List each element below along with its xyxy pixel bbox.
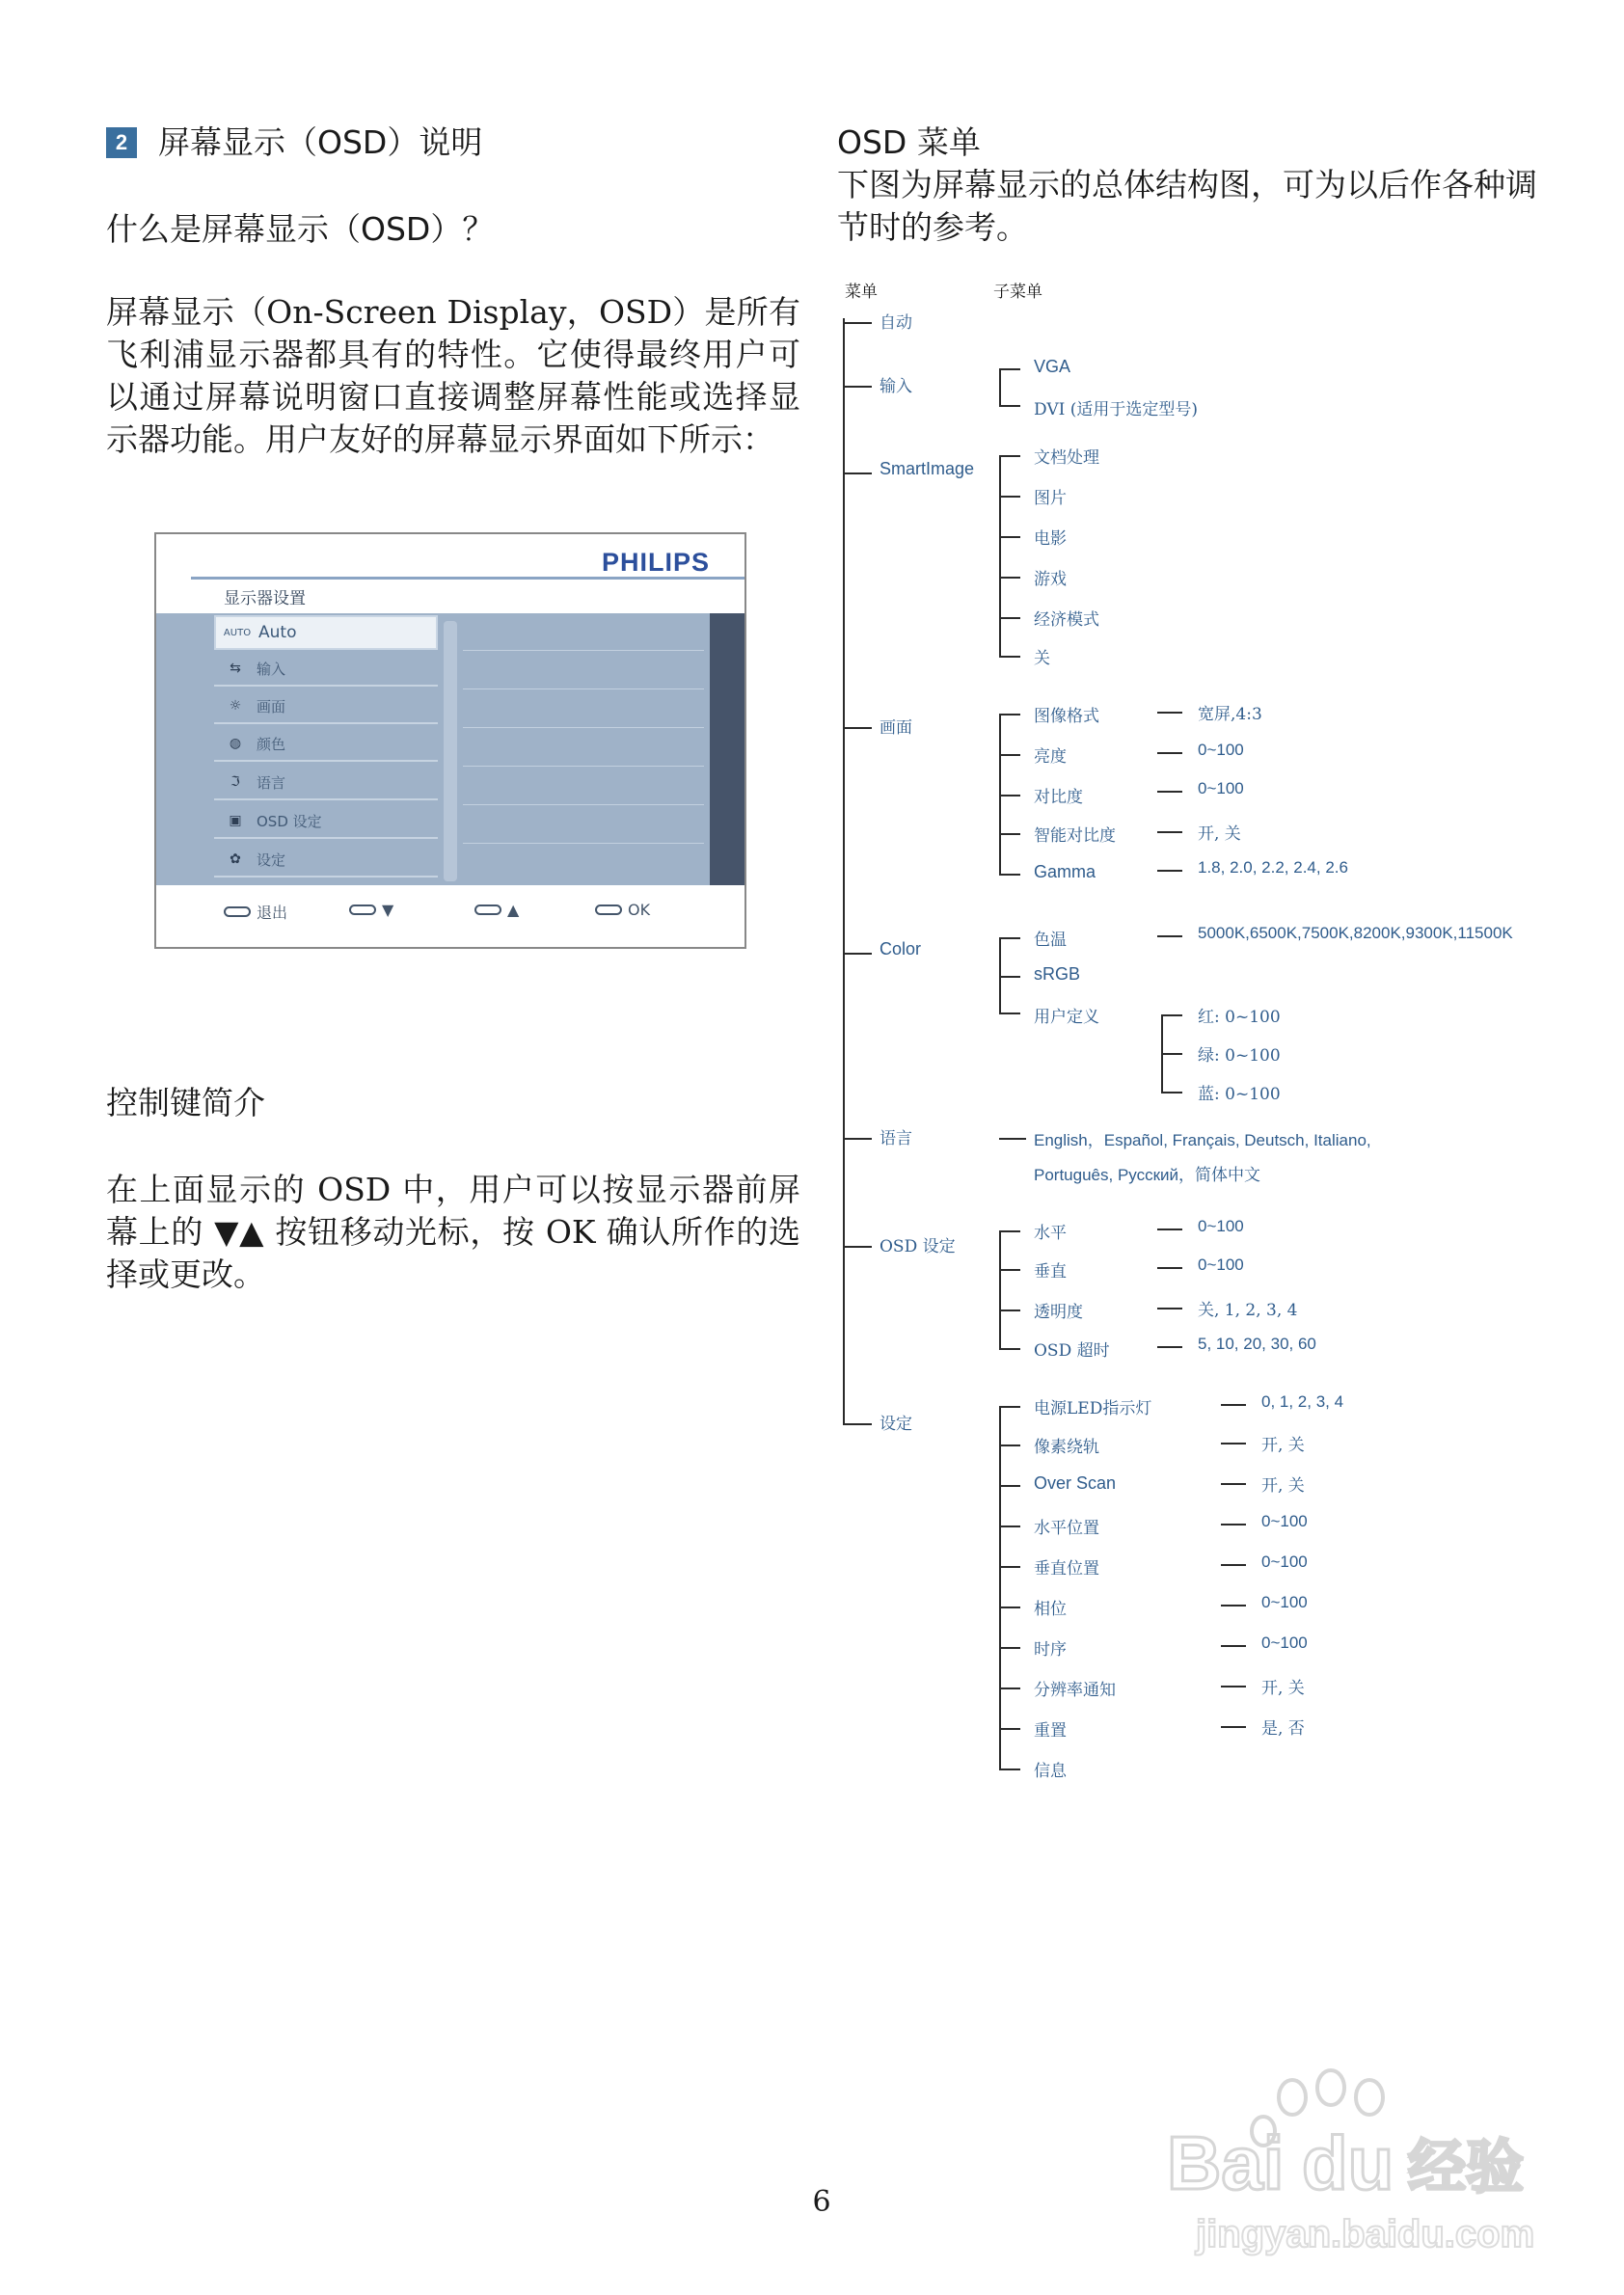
osd-header: 显示器设置 bbox=[224, 589, 306, 608]
submenu-photo: 图片 bbox=[1034, 489, 1067, 508]
sub-tick bbox=[999, 1728, 1020, 1730]
sub-tick bbox=[999, 536, 1020, 538]
value-blue: 蓝: 0~100 bbox=[1198, 1085, 1281, 1104]
branch-tick bbox=[843, 1423, 872, 1425]
osd-item-label: 设定 bbox=[257, 850, 286, 869]
submenu-vertical: 垂直 bbox=[1034, 1262, 1067, 1282]
menu-setup: 设定 bbox=[880, 1415, 912, 1434]
value-dash bbox=[1221, 1686, 1246, 1688]
exit-button: 退出 bbox=[224, 901, 287, 923]
submenu-contrast: 对比度 bbox=[1034, 788, 1083, 807]
submenu-srgb: sRGB bbox=[1034, 964, 1081, 984]
submenu-resolution-notify: 分辨率通知 bbox=[1034, 1681, 1116, 1700]
section-title: 屏幕显示（OSD）说明 bbox=[158, 123, 483, 161]
osd-item-osd-settings bbox=[214, 804, 438, 839]
branch-tick bbox=[843, 1138, 872, 1140]
value-clock: 0~100 bbox=[1261, 1634, 1308, 1652]
svg-text:du: du bbox=[1302, 2120, 1394, 2205]
sub-tick bbox=[999, 976, 1020, 978]
submenu-phase: 相位 bbox=[1034, 1600, 1067, 1619]
column-header-menu: 菜单 bbox=[845, 283, 878, 302]
value-dash bbox=[1221, 1524, 1246, 1526]
branch-tick bbox=[843, 953, 872, 955]
group-line bbox=[999, 455, 1001, 658]
value-dash bbox=[1157, 712, 1182, 714]
branch-tick bbox=[843, 386, 872, 388]
submenu-text: 文档处理 bbox=[1034, 448, 1099, 468]
submenu-smartcontrast: 智能对比度 bbox=[1034, 826, 1116, 846]
sub-tick bbox=[999, 795, 1020, 796]
value-dash bbox=[1157, 1308, 1182, 1310]
sub-tick bbox=[999, 1348, 1020, 1350]
sub-tick bbox=[999, 368, 1020, 370]
paw-logo-icon bbox=[1157, 2064, 1572, 2266]
sub-tick bbox=[999, 1310, 1020, 1311]
value-dash bbox=[1157, 791, 1182, 793]
menu-color: Color bbox=[880, 939, 922, 958]
sub-tick bbox=[999, 577, 1020, 579]
value-dash bbox=[1157, 1228, 1182, 1230]
value-brightness: 0~100 bbox=[1198, 741, 1244, 759]
svg-text:jingyan.baidu.com: jingyan.baidu.com bbox=[1196, 2213, 1535, 2255]
color-icon: ◍ bbox=[229, 736, 242, 751]
osd-menu-description: 下图为屏幕显示的总体结构图，可为以后作各种调节时的参考。 bbox=[837, 166, 1537, 246]
submenu-overscan: Over Scan bbox=[1034, 1473, 1117, 1493]
sub-tick bbox=[999, 714, 1020, 716]
submenu-v-position: 垂直位置 bbox=[1034, 1559, 1099, 1579]
value-aspect: 宽屏,4:3 bbox=[1198, 705, 1262, 724]
value-pixel-orbiting: 开, 关 bbox=[1261, 1436, 1305, 1455]
value-dash bbox=[1157, 1346, 1182, 1348]
sub-tick bbox=[999, 617, 1020, 619]
sub-tick bbox=[999, 1688, 1020, 1689]
value-green: 绿: 0~100 bbox=[1198, 1046, 1281, 1066]
controls-heading: 控制键简介 bbox=[106, 1084, 265, 1121]
value-dash bbox=[1221, 1726, 1246, 1728]
up-button: ▲ bbox=[474, 901, 519, 919]
group-line bbox=[999, 1230, 1001, 1350]
osd-button-bar bbox=[156, 891, 744, 939]
sub-tick bbox=[1161, 1092, 1182, 1094]
sub-tick bbox=[999, 833, 1020, 835]
osd-screenshot bbox=[154, 532, 746, 949]
sub-tick bbox=[999, 405, 1020, 407]
language-list-line2: Português, Русский，简体中文 bbox=[1034, 1166, 1261, 1184]
sub-tick bbox=[999, 1406, 1020, 1408]
value-horizontal: 0~100 bbox=[1198, 1217, 1244, 1235]
sub-tick bbox=[999, 1444, 1020, 1446]
submenu-power-led: 电源LED指示灯 bbox=[1034, 1399, 1152, 1418]
osd-sub-row bbox=[463, 727, 704, 728]
osd-sub-row bbox=[463, 843, 704, 844]
menu-auto: 自动 bbox=[880, 313, 912, 333]
pill-icon bbox=[224, 906, 251, 917]
osd-panel bbox=[156, 613, 744, 885]
osd-item-label: Auto bbox=[258, 623, 297, 642]
osd-item-setup bbox=[214, 843, 438, 878]
menu-trunk-line bbox=[843, 318, 845, 1425]
auto-icon: AUTO bbox=[223, 627, 252, 638]
submenu-pixel-orbiting: 像素绕轨 bbox=[1034, 1438, 1099, 1457]
osd-item-label: 语言 bbox=[257, 773, 286, 792]
value-overscan: 开, 关 bbox=[1261, 1476, 1305, 1496]
value-osd-timeout: 5, 10, 20, 30, 60 bbox=[1198, 1335, 1316, 1353]
osd-side-strip bbox=[710, 613, 744, 885]
language-list-line1: English，Español, Français, Deutsch, Italiano, bbox=[1034, 1131, 1371, 1149]
sub-tick bbox=[1161, 1014, 1182, 1016]
value-phase: 0~100 bbox=[1261, 1593, 1308, 1611]
submenu-game: 游戏 bbox=[1034, 570, 1067, 589]
menu-language: 语言 bbox=[880, 1129, 912, 1148]
menu-smartimage: SmartImage bbox=[880, 459, 975, 478]
sub-tick bbox=[999, 455, 1020, 457]
submenu-h-position: 水平位置 bbox=[1034, 1519, 1099, 1538]
submenu-clock: 时序 bbox=[1034, 1640, 1067, 1660]
value-transparency: 关, 1, 2, 3, 4 bbox=[1198, 1301, 1298, 1320]
osd-menu-title: OSD 菜单 bbox=[837, 123, 981, 161]
sub-tick bbox=[999, 1269, 1020, 1271]
osd-scrollbar bbox=[444, 621, 457, 881]
input-icon: ⇆ bbox=[230, 661, 241, 676]
value-dash bbox=[1157, 935, 1182, 937]
philips-logo: PHILIPS bbox=[601, 548, 710, 577]
osd-item-auto bbox=[214, 615, 438, 650]
value-dash bbox=[1157, 831, 1182, 833]
branch-tick bbox=[843, 1246, 872, 1248]
osd-sub-row bbox=[463, 804, 704, 805]
pill-icon bbox=[595, 904, 622, 915]
osd-intro-paragraph: 屏幕显示（On-Screen Display，OSD）是所有飞利浦显示器都具有的特性。它使得最终用户可以通过屏幕说明窗口直接调整屏幕性能或选择显示器功能。用户友好的屏幕显示界面如下所示： bbox=[106, 293, 800, 458]
brightness-icon: ☼ bbox=[229, 698, 242, 714]
monitor-icon: ▣ bbox=[229, 813, 242, 828]
value-dash bbox=[1221, 1443, 1246, 1444]
value-reset: 是, 否 bbox=[1261, 1719, 1305, 1739]
osd-item-input bbox=[214, 652, 438, 687]
osd-item-label: 画面 bbox=[257, 697, 286, 716]
value-colortemp: 5000K,6500K,7500K,8200K,9300K,11500K bbox=[1198, 924, 1513, 942]
submenu-colortemp: 色温 bbox=[1034, 931, 1067, 950]
value-h-position: 0~100 bbox=[1261, 1512, 1308, 1530]
submenu-reset: 重置 bbox=[1034, 1721, 1067, 1741]
sub-tick bbox=[999, 656, 1020, 658]
page-number: 6 bbox=[812, 2185, 831, 2219]
submenu-osd-timeout: OSD 超时 bbox=[1034, 1341, 1110, 1361]
sub-tick bbox=[999, 1566, 1020, 1568]
value-contrast: 0~100 bbox=[1198, 779, 1244, 797]
osd-sub-row bbox=[463, 766, 704, 767]
osd-top-rule bbox=[191, 577, 744, 580]
pill-icon bbox=[349, 904, 376, 915]
osd-sub-row bbox=[463, 688, 704, 689]
controls-paragraph: 在上面显示的 OSD 中，用户可以按显示器前屏幕上的 ▼▲ 按钮移动光标，按 OK 确认所作的选择或更改。 bbox=[106, 1171, 800, 1293]
osd-item-language bbox=[214, 766, 438, 800]
sub-tick bbox=[999, 1768, 1020, 1770]
value-dash bbox=[1157, 752, 1182, 754]
value-dash bbox=[999, 1138, 1026, 1140]
language-icon: ℑ bbox=[230, 774, 240, 790]
group-line bbox=[999, 368, 1001, 407]
value-v-position: 0~100 bbox=[1261, 1552, 1308, 1571]
value-dash bbox=[1221, 1404, 1246, 1406]
branch-tick bbox=[843, 322, 872, 324]
value-resolution-notify: 开, 关 bbox=[1261, 1679, 1305, 1698]
svg-text:Bai: Bai bbox=[1167, 2120, 1285, 2205]
down-button: ▼ bbox=[349, 901, 393, 919]
osd-item-label: 输入 bbox=[257, 660, 286, 678]
branch-tick bbox=[843, 472, 872, 474]
value-dash bbox=[1157, 870, 1182, 872]
value-gamma: 1.8, 2.0, 2.2, 2.4, 2.6 bbox=[1198, 858, 1348, 877]
submenu-dvi: DVI (适用于选定型号) bbox=[1034, 400, 1198, 419]
sub-tick bbox=[999, 496, 1020, 498]
submenu-horizontal: 水平 bbox=[1034, 1224, 1067, 1243]
sub-tick bbox=[999, 1647, 1020, 1649]
sub-tick bbox=[999, 1485, 1020, 1487]
sub-tick bbox=[999, 754, 1020, 756]
baidu-jingyan-watermark bbox=[1157, 2064, 1572, 2266]
osd-item-color bbox=[214, 727, 438, 762]
branch-tick bbox=[843, 727, 872, 729]
submenu-aspect: 图像格式 bbox=[1034, 707, 1099, 726]
value-red: 红: 0~100 bbox=[1198, 1008, 1281, 1027]
sub-tick bbox=[999, 937, 1020, 939]
submenu-transparency: 透明度 bbox=[1034, 1303, 1083, 1322]
sub-tick bbox=[999, 1606, 1020, 1608]
gear-icon: ✿ bbox=[230, 851, 241, 867]
submenu-gamma: Gamma bbox=[1034, 862, 1096, 881]
submenu-userdefine: 用户定义 bbox=[1034, 1008, 1099, 1027]
ok-button: OK bbox=[595, 901, 650, 919]
submenu-economy: 经济模式 bbox=[1034, 610, 1099, 630]
osd-item-picture bbox=[214, 689, 438, 724]
section-number-badge: 2 bbox=[106, 127, 137, 158]
menu-input: 输入 bbox=[880, 377, 912, 396]
value-dash bbox=[1221, 1483, 1246, 1485]
sub-tick bbox=[999, 1012, 1020, 1014]
pill-icon bbox=[474, 904, 501, 915]
menu-osd-settings: OSD 设定 bbox=[880, 1237, 956, 1256]
submenu-brightness: 亮度 bbox=[1034, 747, 1067, 767]
osd-item-label: 颜色 bbox=[257, 735, 286, 753]
submenu-movie: 电影 bbox=[1034, 529, 1067, 549]
value-dash bbox=[1221, 1605, 1246, 1606]
group-line bbox=[999, 1406, 1001, 1770]
value-power-led: 0, 1, 2, 3, 4 bbox=[1261, 1392, 1344, 1411]
sub-tick bbox=[999, 1230, 1020, 1232]
menu-picture: 画面 bbox=[880, 718, 912, 738]
value-smartcontrast: 开, 关 bbox=[1198, 824, 1241, 844]
osd-item-label: OSD 设定 bbox=[257, 812, 322, 830]
sub-tick bbox=[999, 1526, 1020, 1527]
value-dash bbox=[1221, 1564, 1246, 1566]
value-dash bbox=[1221, 1645, 1246, 1647]
svg-text:经验: 经验 bbox=[1408, 2134, 1524, 2201]
value-dash bbox=[1157, 1267, 1182, 1269]
submenu-off: 关 bbox=[1034, 649, 1050, 668]
sub-tick bbox=[999, 874, 1020, 876]
sub-tick bbox=[1161, 1053, 1182, 1055]
submenu-information: 信息 bbox=[1034, 1762, 1067, 1781]
osd-sub-row bbox=[463, 650, 704, 651]
column-header-submenu: 子菜单 bbox=[993, 283, 1042, 302]
value-vertical: 0~100 bbox=[1198, 1256, 1244, 1274]
question-heading: 什么是屏幕显示（OSD）？ bbox=[106, 210, 495, 248]
submenu-vga: VGA bbox=[1034, 357, 1071, 376]
